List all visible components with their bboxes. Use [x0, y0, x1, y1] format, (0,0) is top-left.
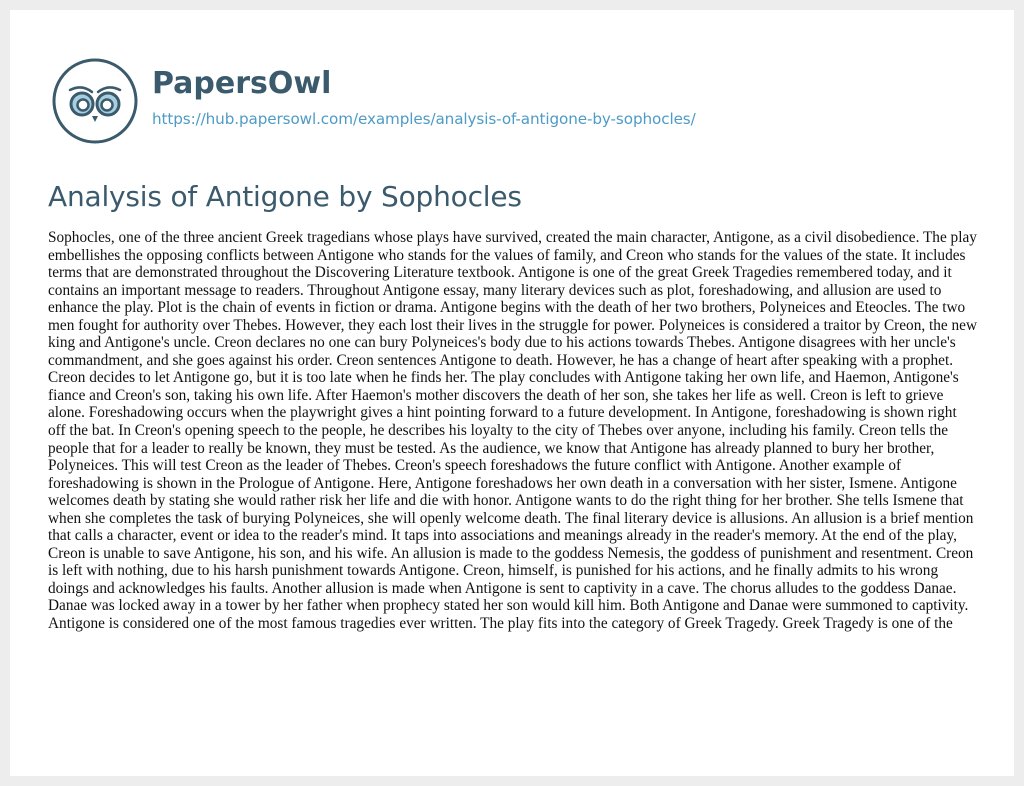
- brand-header: [52, 58, 696, 144]
- document-body-text: Sophocles, one of the three ancient Greek tragedians whose plays have survived, created the main character, Antigone, as a civil disobedience. The play embellishes the opposing conflicts between Antigone who stands for the values of family, and Creon who stands for the values of the state. It includes terms that are demonstrated throughout the Discovering Literature textbook. Antigone is one of the great Greek Tragedies remembered today, and it contains an important message to readers. Throughout Antigone essay, many literary devices such as plot, foreshadowing, and allusion are used to enhance the play. Plot is the chain of events in fiction or drama. Antigone begins with the death of her two brothers, Polyneices and Eteocles. The two men fought for authority over Thebes. However, they each lost their lives in the struggle for power. Polyneices is considered a traitor by Creon, the new king and Antigone's uncle. Creon declares no one can bury Polyneices's body due to his actions towards Thebes. Antigone disagrees with her uncle's commandment, and she goes against his order. Creon sentences Antigone to death. However, he has a change of heart after speaking with a prophet. Creon decides to let Antigone go, but it is too late when he finds her. The play concludes with Antigone taking her own life, and Haemon, Antigone's fiance and Creon's son, taking his own life. After Haemon's mother discovers the death of her son, she takes her life as well. Creon is left to grieve alone. Foreshadowing occurs when the playwright gives a hint pointing forward to a future development. In Antigone, foreshadowing is shown right off the bat. In Creon's opening speech to the people, he describes his loyalty to the city of Thebes over anyone, including his family. Creon tells the people that for a leader to really be known, they must be tested. As the audience, we know that Antigone has already planned to bury her brother, Polyneices. This will test Creon as the leader of Thebes. Creon's speech foreshadows the future conflict with Antigone. Another example of foreshadowing is shown in the Prologue of Antigone. Here, Antigone foreshadows her own death in a conversation with her sister, Ismene. Antigone welcomes death by stating she would rather risk her life and die with honor. Antigone wants to do the right thing for her brother. She tells Ismene that when she completes the task of burying Polyneices, she will openly welcome death. The final literary device is allusions. An allusion is a brief mention that calls a character, event or idea to the reader's mind. It taps into associations and meanings already in the reader's memory. At the end of the play, Creon is unable to save Antigone, his son, and his wife. An allusion is made to the goddess Nemesis, the goddess of punishment and resentment. Creon is left with nothing, due to his harsh punishment towards Antigone. Creon, himself, is punished for his actions, and he finally admits to his wrong doings and acknowledges his faults. Another allusion is made when Antigone is sent to captivity in a cave. The chorus alludes to the goddess Danae. Danae was locked away in a tower by her father when prophecy stated her son would kill him. Both Antigone and Danae were summoned to captivity. Antigone is considered one of the most famous tragedies ever written. The play fits into the category of Greek Tragedy. Greek Tragedy is one of the: [48, 229, 977, 633]
- source-url-link[interactable]: https://hub.papersowl.com/examples/analysis-of-antigone-by-sophocles/: [152, 109, 696, 128]
- document-title: Analysis of Antigone by Sophocles: [48, 180, 522, 213]
- brand-name[interactable]: PapersOwl: [152, 65, 332, 101]
- brand-text: [152, 65, 696, 128]
- owl-eyes-icon: [52, 58, 138, 144]
- document-page: [10, 10, 1014, 776]
